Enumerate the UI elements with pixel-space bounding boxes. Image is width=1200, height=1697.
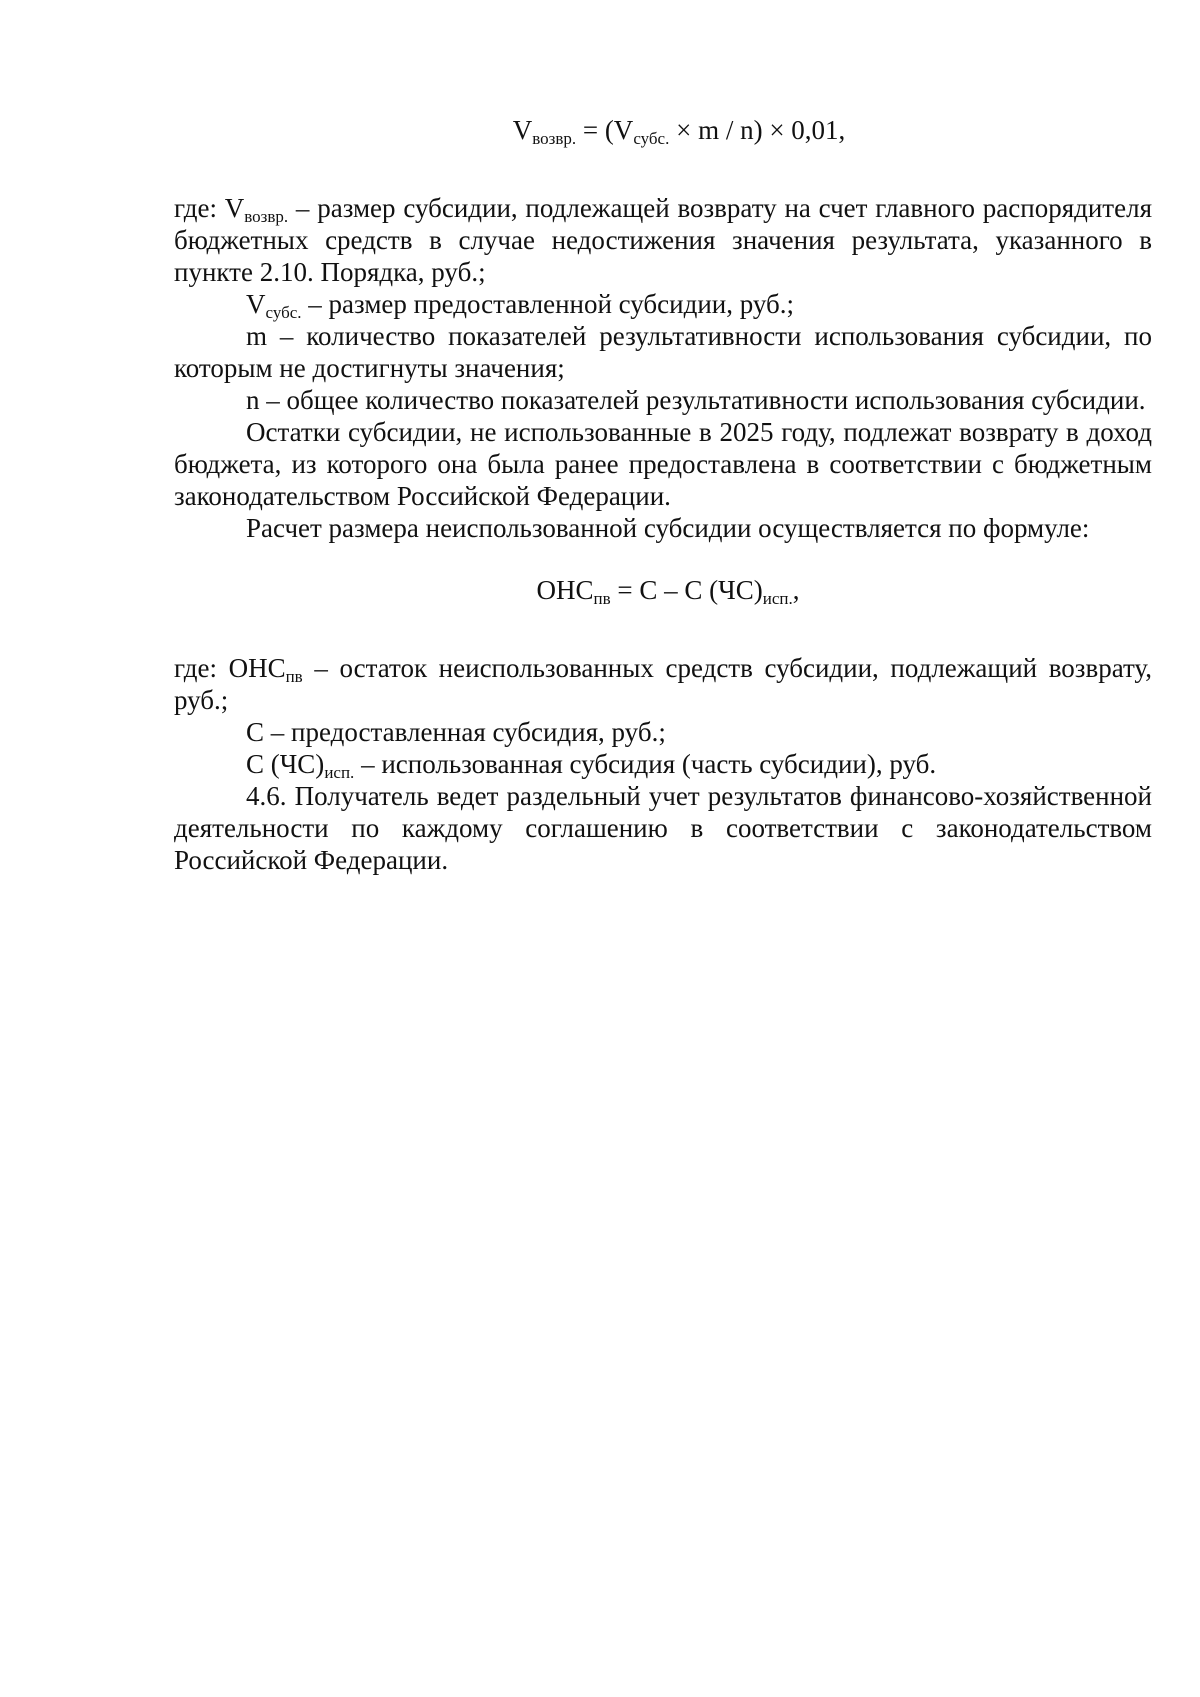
document-body <box>174 108 1152 876</box>
definition-ohc-pv <box>174 652 1152 716</box>
definition-text: – размер субсидии, подлежащей возврату на счет главного распорядителя бюджетных средств в случае недостижения значения результата, указанного в пункте 2.10. Порядка, руб.; <box>174 193 1152 287</box>
definition-m: m – количество показателей результативности использования субсидии, по которым не достигнуты значения; <box>174 321 1152 383</box>
formula-mid: = С – С (ЧС) <box>610 575 763 605</box>
formula-return-amount <box>174 108 1152 152</box>
formula-sub-isp: исп. <box>762 589 793 608</box>
definition-prefix: где: ОНС <box>174 653 286 683</box>
definition-text: – использованная субсидия (часть субсидии), руб. <box>354 749 937 779</box>
formula-unused-remainder <box>174 568 1152 612</box>
definition-prefix: где: V <box>174 193 245 223</box>
paragraph-calculation-intro: Расчет размера неиспользованной субсидии осуществляется по формуле: <box>246 513 1090 543</box>
formula-sub-pv: пв <box>593 589 611 608</box>
definition-subscript: исп. <box>324 763 355 782</box>
formula-sub-subs: субс. <box>633 129 670 148</box>
paragraph-4-6: 4.6. Получатель ведет раздельный учет результатов финансово-хозяйственной деятельности по каждому соглашению в соответствии с законодательством Российской Федерации. <box>174 781 1152 875</box>
definition-v-subs <box>174 288 1152 320</box>
definition-c: С – предоставленная субсидия, руб.; <box>246 717 666 747</box>
paragraph-remainder-return: Остатки субсидии, не использованные в 2025 году, подлежат возврату в доход бюджета, из которого она была ранее предоставлена в соответствии с бюджетным законодательством Российской Федерации. <box>174 417 1152 511</box>
formula-open: = (V <box>576 115 634 145</box>
definition-subscript: пв <box>285 667 303 686</box>
formula-sub-vozvr: возвр. <box>532 129 577 148</box>
definition-text: – остаток неиспользованных средств субсидии, подлежащий возврату, руб.; <box>174 653 1152 715</box>
definition-c-chs-isp <box>174 748 1152 780</box>
definition-v-vozvr <box>174 192 1152 288</box>
definition-text: – размер предоставленной субсидии, руб.; <box>301 289 795 319</box>
definition-subscript: возвр. <box>244 207 289 226</box>
definition-n: n – общее количество показателей результативности использования субсидии. <box>246 385 1146 415</box>
formula-var-ohc: ОНС <box>536 575 594 605</box>
formula-rest: × m / n) × 0,01, <box>669 115 846 145</box>
definition-subscript: субс. <box>265 303 302 322</box>
formula-var-v: V <box>512 115 533 145</box>
formula-end: , <box>792 575 800 605</box>
definition-prefix: V <box>246 289 266 319</box>
definition-prefix: С (ЧС) <box>246 749 325 779</box>
